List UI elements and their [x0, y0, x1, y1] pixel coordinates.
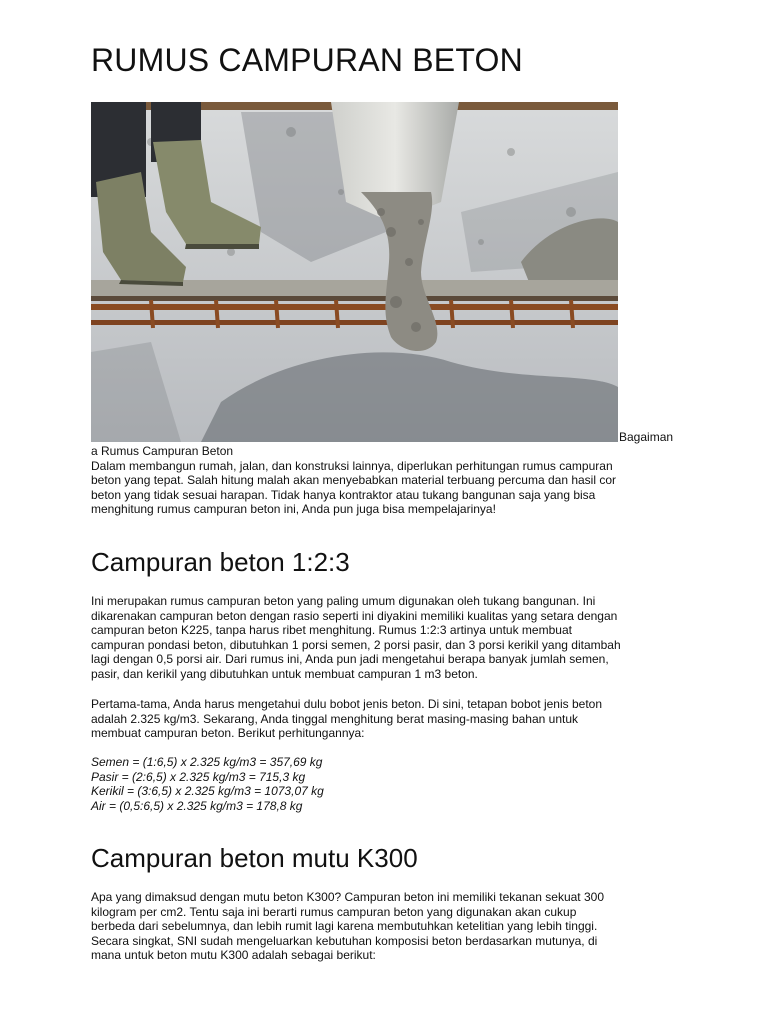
text-line: beton yang tepat. Salah hitung malah akan menyebabkan material terbuang percuma dan hasil cor [91, 473, 617, 488]
section-heading-campuran-123: Campuran beton 1:2:3 [91, 547, 350, 577]
text-line: pasir, dan kerikil yang dibutuhkan untuk membuat campuran 1 m3 beton. [91, 666, 478, 681]
text-line: adalah 2.325 kg/m3. Sekarang, Anda tinggal menghitung berat masing-masing bahan untuk [91, 711, 578, 726]
text-line: Ini merupakan rumus campuran beton yang paling umum digunakan oleh tukang bangunan. Ini [91, 594, 596, 608]
formula-semen: Semen = (1:6,5) x 2.325 kg/m3 = 357,69 kg [91, 755, 323, 769]
text-line: dikarenakan campuran beton dengan rasio seperti ini diyakini memiliki kualitas yang setara dengan [91, 608, 618, 623]
text-line: Pertama-tama, Anda harus mengetahui dulu bobot jenis beton. Di sini, tetapan bobot jenis beton [91, 697, 603, 711]
text-line: kilogram per cm2. Tentu saja ini berarti rumus campuran beton yang digunakan akan cukup [91, 904, 577, 919]
text-line: campuran beton K225, tanpa harus ribet menghitung. Rumus 1:2:3 artinya untuk membuat [91, 623, 572, 638]
formula-list [91, 755, 324, 813]
text-line: Dalam membangun rumah, jalan, dan konstruksi lainnya, diperlukan perhitungan rumus campuran [91, 458, 613, 473]
caption-head: a Rumus Campuran Beton [91, 444, 234, 458]
section1-paragraph-1 [91, 594, 621, 682]
text-line: berbeda dari sebelumnya, dan lebih rumit lagi karena membutuhkan ketelitian yang lebih tinggi. [91, 919, 598, 934]
formula-pasir: Pasir = (2:6,5) x 2.325 kg/m3 = 715,3 kg [91, 769, 306, 784]
section1-paragraph-2 [91, 697, 602, 741]
text-line: Secara singkat, SNI sudah mengeluarkan kebutuhan komposisi beton berdasarkan mutunya, di [91, 933, 598, 948]
page-title: RUMUS CAMPURAN BETON [91, 42, 523, 78]
text-line: campuran pondasi beton, dibutuhkan 1 porsi semen, 2 porsi pasir, dan 3 porsi kerikil yang ditambah [91, 637, 621, 652]
formula-air: Air = (0,5:6,5) x 2.325 kg/m3 = 178,8 kg [91, 798, 303, 813]
text-line: menghitung rumus campuran beton ini, Anda pun juga bisa mempelajarinya! [91, 502, 496, 517]
concrete-pouring-photo [91, 102, 618, 442]
text-line: membuat campuran beton. Berikut perhitungannya: [91, 726, 365, 741]
text-line: beton yang tidak sesuai harapan. Tidak hanya kontraktor atau tukang bangunan saja yang bisa [91, 487, 596, 502]
section2-paragraph-1 [91, 890, 604, 963]
intro-text [91, 444, 616, 517]
section-heading-mutu-k300: Campuran beton mutu K300 [91, 843, 418, 873]
caption-tail: Bagaiman [619, 430, 674, 444]
text-line: Apa yang dimaksud dengan mutu beton K300? Campuran beton ini memiliki tekanan sekuat 300 [91, 890, 604, 904]
text-line: lagi dengan 0,5 porsi air. Dari rumus ini, Anda pun jadi mengetahui berapa banyak jumlah semen, [91, 652, 609, 667]
formula-kerikil: Kerikil = (3:6,5) x 2.325 kg/m3 = 1073,07 kg [91, 784, 324, 799]
text-line: mana untuk beton mutu K300 adalah sebagai berikut: [91, 948, 376, 963]
